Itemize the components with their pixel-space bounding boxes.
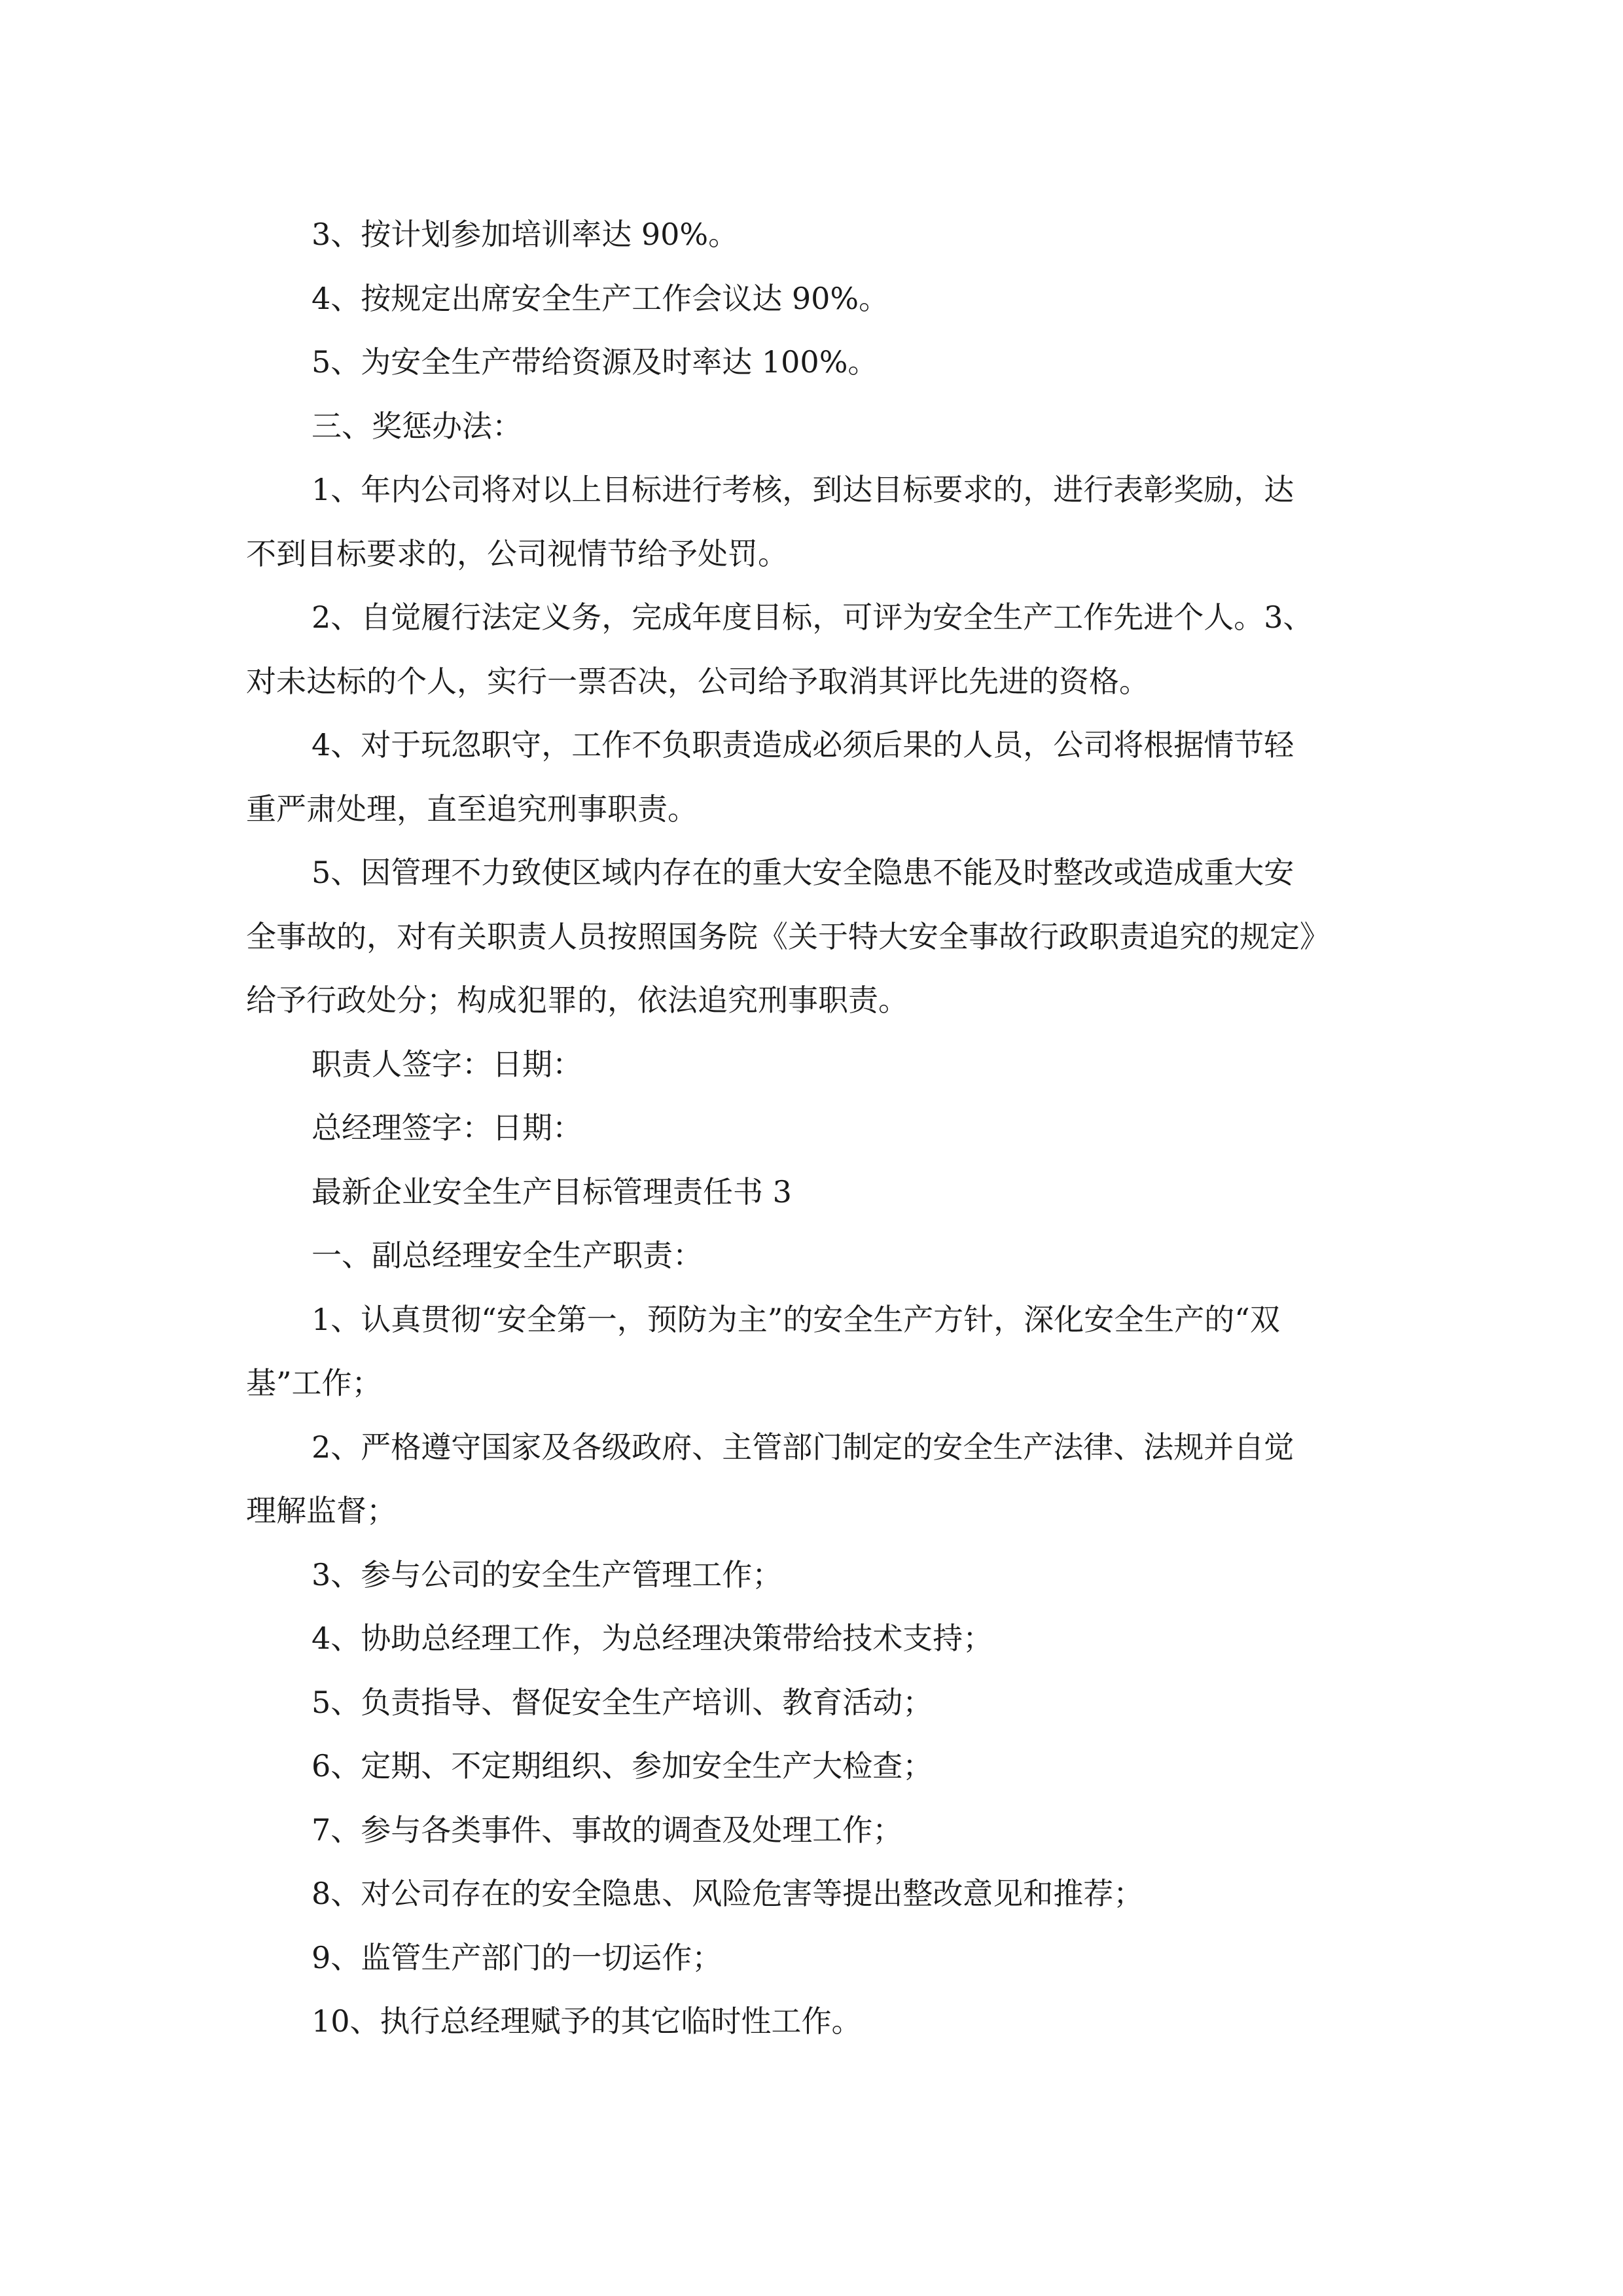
text-line: 4、对于玩忽职守，工作不负职责造成必须后果的人员，公司将根据情节轻 bbox=[312, 727, 1294, 762]
text-line: 5、为安全生产带给资源及时率达 100%。 bbox=[312, 344, 878, 380]
text-line: 2、自觉履行法定义务，完成年度目标，可评为安全生产工作先进个人。3、 bbox=[312, 600, 1313, 635]
text-line: 1、认真贯彻“安全第一，预防为主”的安全生产方针，深化安全生产的“双 bbox=[312, 1301, 1280, 1337]
text-line: 10、执行总经理赋予的其它临时性工作。 bbox=[312, 2003, 862, 2039]
text-line: 5、因管理不力致使区域内存在的重大安全隐患不能及时整改或造成重大安 bbox=[312, 855, 1294, 890]
text-line: 理解监督； bbox=[246, 1493, 397, 1528]
text-line: 基”工作； bbox=[246, 1365, 382, 1401]
text-line: 5、负责指导、督促安全生产培训、教育活动； bbox=[312, 1684, 933, 1720]
text-line: 1、年内公司将对以上目标进行考核，到达目标要求的，进行表彰奖励，达 bbox=[312, 472, 1294, 507]
signature-line: 职责人签字：日期： bbox=[312, 1046, 582, 1082]
document-body bbox=[246, 203, 1398, 2054]
text-line: 2、严格遵守国家及各级政府、主管部门制定的安全生产法律、法规并自觉 bbox=[312, 1429, 1294, 1465]
text-line: 对未达标的个人，实行一票否决，公司给予取消其评比先进的资格。 bbox=[246, 663, 1149, 699]
text-line: 不到目标要求的，公司视情节给予处罚。 bbox=[246, 535, 788, 571]
signature-line: 总经理签字：日期： bbox=[312, 1110, 582, 1145]
text-line: 3、参与公司的安全生产管理工作； bbox=[312, 1556, 783, 1592]
text-line: 6、定期、不定期组织、参加安全生产大检查； bbox=[312, 1748, 933, 1784]
text-line: 重严肃处理，直至追究刑事职责。 bbox=[246, 791, 698, 827]
text-line: 7、参与各类事件、事故的调查及处理工作； bbox=[312, 1812, 903, 1848]
text-line: 9、监管生产部门的一切运作； bbox=[312, 1939, 722, 1975]
text-line: 4、协助总经理工作，为总经理决策带给技术支持； bbox=[312, 1621, 993, 1656]
section-heading: 三、奖惩办法： bbox=[312, 408, 522, 444]
text-line: 全事故的，对有关职责人员按照国务院《关于特大安全事故行政职责追究的规定》 bbox=[246, 918, 1330, 954]
document-title: 最新企业安全生产目标管理责任书 3 bbox=[312, 1174, 792, 1210]
section-heading: 一、副总经理安全生产职责： bbox=[312, 1238, 703, 1273]
text-line: 给予行政处分；构成犯罪的，依法追究刑事职责。 bbox=[246, 982, 908, 1018]
text-line: 4、按规定出席安全生产工作会议达 90%。 bbox=[312, 280, 889, 316]
text-line: 8、对公司存在的安全隐患、风险危害等提出整改意见和推荐； bbox=[312, 1876, 1144, 1911]
text-line: 3、按计划参加培训率达 90%。 bbox=[312, 217, 739, 252]
